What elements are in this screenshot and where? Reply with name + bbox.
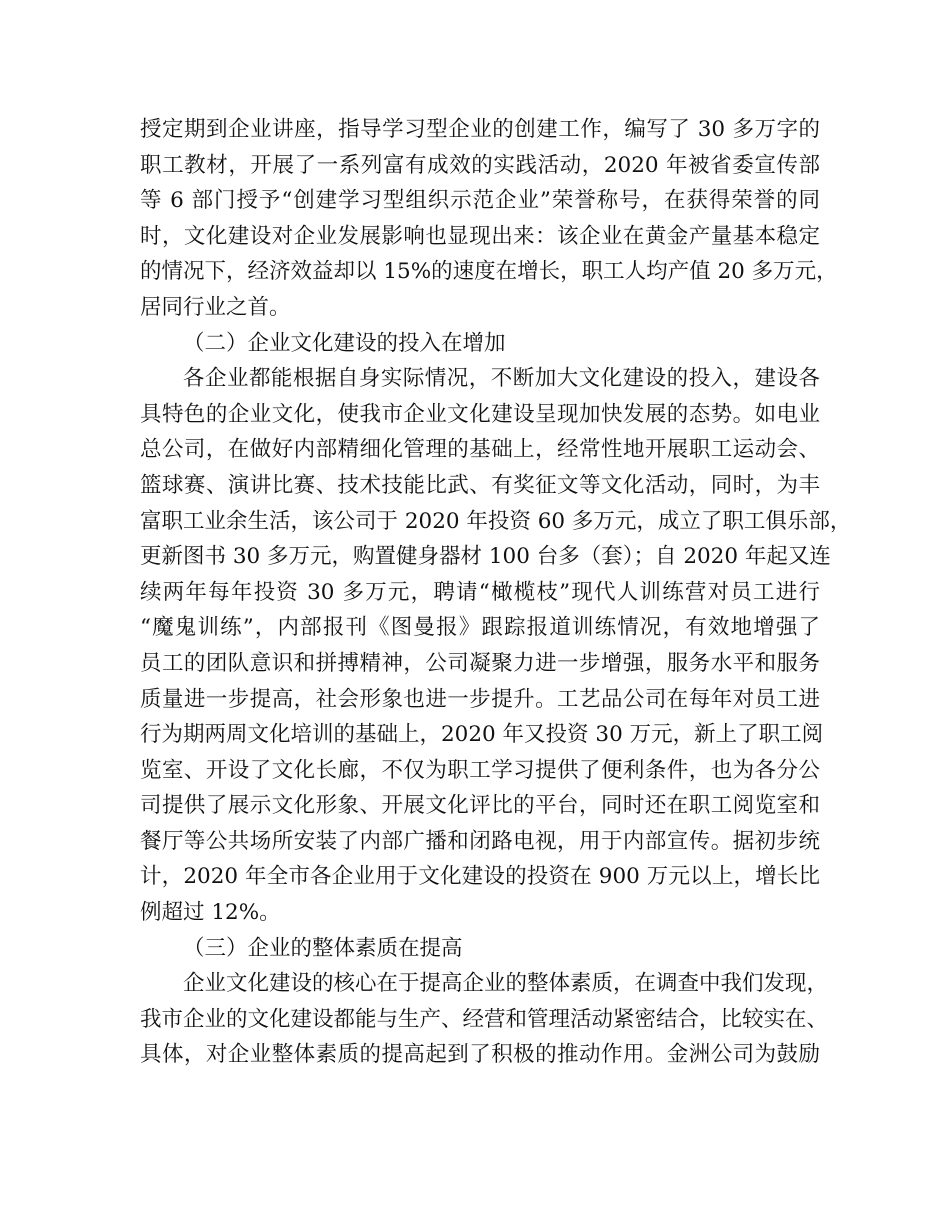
text-line: 览室、开设了文化长廊，不仅为职工学习提供了便利条件，也为各分公 (140, 757, 820, 783)
text-line: 续两年每年投资 30 多万元，聘请“橄榄枝”现代人训练营对员工进行 (140, 579, 820, 605)
text-line: 更新图书 30 多万元，购置健身器材 100 台多（套）；自 2020 年起又连 (140, 544, 831, 570)
text-line: 司提供了展示文化形象、开展文化评比的平台，同时还在职工阅览室和 (140, 793, 820, 819)
section-heading: （三）企业的整体素质在提高 (183, 935, 463, 961)
text-line: 时，文化建设对企业发展影响也显现出来：该企业在黄金产量基本稳定 (140, 223, 820, 249)
text-line: 富职工业余生活，该公司于 2020 年投资 60 多万元，成立了职工俱乐部， (140, 508, 852, 534)
text-line: 篮球赛、演讲比赛、技术技能比武、有奖征文等文化活动，同时，为丰 (140, 472, 820, 498)
text-line: 总公司，在做好内部精细化管理的基础上，经常性地开展职工运动会、 (140, 437, 820, 463)
text-line: 计，2020 年全市各企业用于文化建设的投资在 900 万元以上，增长比 (140, 864, 820, 890)
text-line: 居同行业之首。 (140, 294, 291, 320)
text-line: “魔鬼训练”，内部报刊《图曼报》跟踪报道训练情况，有效地增强了 (140, 615, 820, 641)
text-line: 具特色的企业文化，使我市企业文化建设呈现加快发展的态势。如电业 (140, 401, 820, 427)
text-line: 等 6 部门授予“创建学习型组织示范企业”荣誉称号，在获得荣誉的同 (140, 188, 820, 214)
text-line: 的情况下，经济效益却以 15%的速度在增长，职工人均产值 20 多万元， (140, 259, 838, 285)
text-line: 行为期两周文化培训的基础上，2020 年又投资 30 万元，新上了职工阅 (140, 722, 824, 748)
text-line: 员工的团队意识和拼搏精神，公司凝聚力进一步增强，服务水平和服务 (140, 650, 820, 676)
text-line: 质量进一步提高，社会形象也进一步提升。工艺品公司在每年对员工进 (140, 686, 820, 712)
text-line: 企业文化建设的核心在于提高企业的整体素质，在调查中我们发现， (183, 971, 829, 997)
text-line: 我市企业的文化建设都能与生产、经营和管理活动紧密结合，比较实在、 (140, 1006, 829, 1032)
text-line: 职工教材，开展了一系列富有成效的实践活动，2020 年被省委宣传部 (140, 152, 820, 178)
text-line: 授定期到企业讲座，指导学习型企业的创建工作，编写了 30 多万字的 (140, 117, 820, 142)
document-page (140, 112, 852, 1073)
text-line: 餐厅等公共场所安装了内部广播和闭路电视，用于内部宣传。据初步统 (140, 828, 820, 854)
text-line: 例超过 12%。 (140, 900, 281, 926)
text-line: 具体，对企业整体素质的提高起到了积极的推动作用。金洲公司为鼓励 (140, 1042, 820, 1068)
section-heading: （二）企业文化建设的投入在增加 (183, 330, 506, 356)
text-line: 各企业都能根据自身实际情况，不断加大文化建设的投入，建设各 (183, 366, 820, 392)
